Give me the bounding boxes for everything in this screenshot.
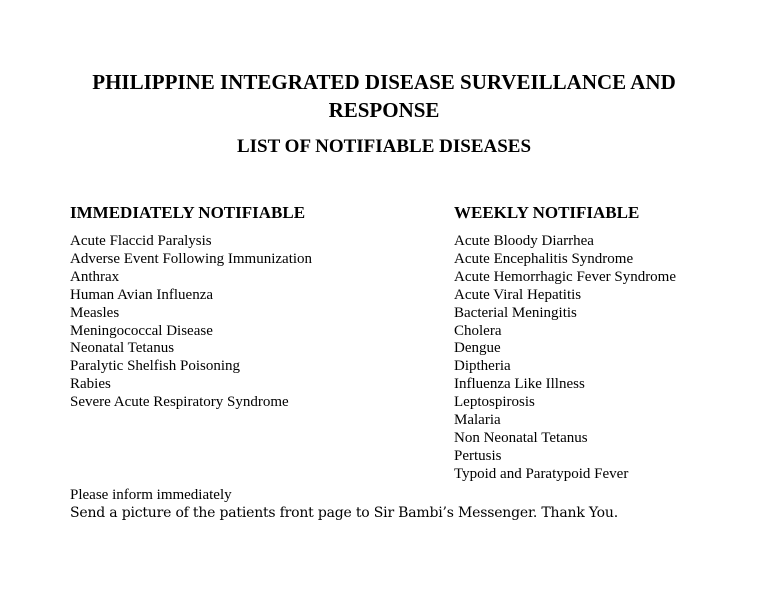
document-title: PHILIPPINE INTEGRATED DISEASE SURVEILLANCE AND RESPONSE bbox=[92, 70, 676, 122]
list-item: Acute Bloody Diarrhea bbox=[454, 233, 594, 249]
list-item: Rabies bbox=[70, 376, 111, 393]
weekly-notifiable-section bbox=[454, 203, 754, 484]
list-item: Measles bbox=[70, 304, 120, 321]
list-item: Leptospirosis bbox=[454, 394, 535, 411]
list-item: Acute Flaccid Paralysis bbox=[70, 233, 212, 249]
list-item: Dengue bbox=[454, 340, 501, 357]
footer-note-inform: Please inform immediately bbox=[70, 487, 232, 503]
weekly-notifiable-heading: WEEKLY NOTIFIABLE bbox=[454, 203, 640, 222]
footer-notes bbox=[70, 486, 710, 523]
weekly-notifiable-list bbox=[454, 233, 754, 484]
list-item: Adverse Event Following Immunization bbox=[70, 250, 313, 267]
list-item: Cholera bbox=[454, 322, 502, 339]
list-item: Pertusis bbox=[454, 447, 502, 464]
list-item: Paralytic Shelfish Poisoning bbox=[70, 358, 240, 375]
document-subtitle: LIST OF NOTIFIABLE DISEASES bbox=[236, 136, 532, 157]
list-item: Acute Encephalitis Syndrome bbox=[454, 250, 634, 267]
list-item: Anthrax bbox=[70, 268, 120, 285]
list-item: Malaria bbox=[454, 412, 501, 429]
list-item: Acute Hemorrhagic Fever Syndrome bbox=[454, 268, 677, 285]
list-item: Diptheria bbox=[454, 358, 511, 375]
immediately-notifiable-list bbox=[70, 233, 430, 412]
list-item: Acute Viral Hepatitis bbox=[454, 286, 582, 303]
list-item: Neonatal Tetanus bbox=[70, 340, 175, 357]
list-item: Typoid and Paratypoid Fever bbox=[454, 465, 629, 482]
list-item: Influenza Like Illness bbox=[454, 376, 585, 393]
list-item: Human Avian Influenza bbox=[70, 286, 214, 303]
list-item: Non Neonatal Tetanus bbox=[454, 429, 588, 446]
immediately-notifiable-section bbox=[70, 203, 430, 412]
list-item: Severe Acute Respiratory Syndrome bbox=[70, 394, 289, 411]
immediately-notifiable-heading: IMMEDIATELY NOTIFIABLE bbox=[70, 203, 306, 222]
list-item: Bacterial Meningitis bbox=[454, 304, 577, 321]
list-item: Meningococcal Disease bbox=[70, 322, 213, 339]
footer-note-instructions: Send a picture of the patients front page to Sir Bambi’s Messenger. Thank You. bbox=[70, 505, 618, 521]
